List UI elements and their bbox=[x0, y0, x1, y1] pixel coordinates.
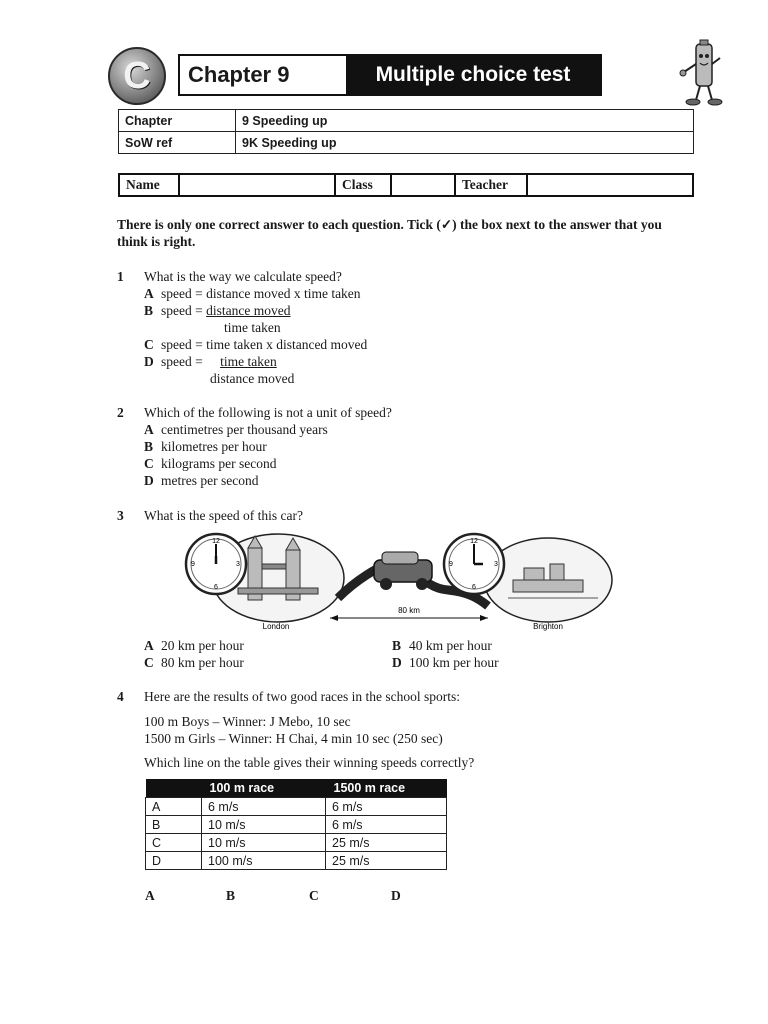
teacher-field[interactable] bbox=[527, 174, 693, 196]
clock-number: 3 bbox=[494, 561, 498, 568]
q1-option-a[interactable]: A speed = distance moved x time taken bbox=[144, 286, 361, 301]
info-label: Chapter bbox=[119, 110, 236, 132]
q3-text: What is the speed of this car? bbox=[144, 508, 303, 523]
q4-text: Which line on the table gives their winning speeds correctly? bbox=[144, 755, 475, 770]
q3-number: 3 bbox=[117, 508, 124, 523]
name-label: Name bbox=[119, 174, 179, 196]
table-row bbox=[146, 816, 447, 834]
table-cell: 100 m/s bbox=[202, 852, 326, 870]
table-header bbox=[146, 779, 202, 798]
q1-b-numerator: distance moved bbox=[206, 303, 291, 318]
clock-number: 6 bbox=[472, 584, 476, 591]
table-cell: D bbox=[146, 852, 202, 870]
table-cell: 10 m/s bbox=[202, 816, 326, 834]
table-cell: 10 m/s bbox=[202, 834, 326, 852]
car-journey-illustration bbox=[178, 528, 618, 636]
q2-option-a[interactable]: A centimetres per thousand years bbox=[144, 422, 328, 437]
speeds-table bbox=[145, 779, 447, 870]
teacher-label: Teacher bbox=[455, 174, 527, 196]
info-value: 9 Speeding up bbox=[236, 110, 694, 132]
table-cell: 6 m/s bbox=[326, 798, 447, 816]
q3-option-a[interactable]: A 20 km per hour bbox=[144, 638, 244, 653]
instructions: There is only one correct answer to each question. Tick (✓) the box next to the answer that you think is right. bbox=[117, 217, 662, 249]
table-header: 1500 m race bbox=[326, 779, 447, 798]
chapter-title: Chapter 9 bbox=[188, 62, 290, 87]
info-row-chapter bbox=[119, 110, 694, 132]
info-label: SoW ref bbox=[119, 132, 236, 154]
table-cell: 6 m/s bbox=[326, 816, 447, 834]
table-cell: C bbox=[146, 834, 202, 852]
q4-answer-c[interactable]: C bbox=[309, 888, 319, 903]
info-row-sow bbox=[119, 132, 694, 154]
q4-result-line-2: 1500 m Girls – Winner: H Chai, 4 min 10 sec (250 sec) bbox=[144, 731, 443, 746]
q3-option-b[interactable]: B 40 km per hour bbox=[392, 638, 492, 653]
clock-number: 3 bbox=[236, 561, 240, 568]
table-cell: 6 m/s bbox=[202, 798, 326, 816]
q4-intro: Here are the results of two good races in the school sports: bbox=[144, 689, 461, 704]
student-details-table bbox=[118, 173, 694, 197]
q1-b-denominator: time taken bbox=[224, 320, 281, 335]
chapter-logo bbox=[108, 47, 166, 105]
table-row bbox=[146, 798, 447, 816]
q4-number: 4 bbox=[117, 689, 124, 704]
q1-number: 1 bbox=[117, 269, 124, 284]
table-row bbox=[146, 852, 447, 870]
q1-option-c[interactable]: C speed = time taken x distanced moved bbox=[144, 337, 368, 352]
london-label: London bbox=[262, 622, 290, 631]
q3-option-d[interactable]: D 100 km per hour bbox=[392, 655, 499, 670]
q1-text: What is the way we calculate speed? bbox=[144, 269, 342, 284]
table-cell: 25 m/s bbox=[326, 834, 447, 852]
q2-option-b[interactable]: B kilometres per hour bbox=[144, 439, 267, 454]
table-row bbox=[146, 834, 447, 852]
q1-d-denominator: distance moved bbox=[210, 371, 295, 386]
q4-result-line-1: 100 m Boys – Winner: J Mebo, 10 sec bbox=[144, 714, 351, 729]
info-value: 9K Speeding up bbox=[236, 132, 694, 154]
car-icon bbox=[374, 552, 432, 590]
table-cell: B bbox=[146, 816, 202, 834]
q1-option-b[interactable]: B speed = distance moved bbox=[144, 303, 291, 318]
table-cell: 25 m/s bbox=[326, 852, 447, 870]
clock-number: 9 bbox=[191, 561, 195, 568]
q1-option-d[interactable]: D speed = time taken bbox=[144, 353, 291, 370]
clock-number: 12 bbox=[470, 538, 478, 545]
q2-option-d[interactable]: D metres per second bbox=[144, 473, 259, 488]
brighton-label: Brighton bbox=[533, 622, 563, 631]
q4-answer-d[interactable]: D bbox=[391, 888, 401, 903]
battery-mascot-icon bbox=[676, 38, 728, 110]
logo-letter: C bbox=[123, 54, 151, 97]
clock-number: 12 bbox=[212, 538, 220, 545]
q2-option-c[interactable]: C kilograms per second bbox=[144, 456, 277, 471]
title-box bbox=[178, 54, 602, 96]
chapter-info-table bbox=[118, 109, 694, 154]
test-title: Multiple choice test bbox=[346, 56, 600, 94]
table-header: 100 m race bbox=[202, 779, 326, 798]
clock-number: 6 bbox=[214, 584, 218, 591]
class-label: Class bbox=[335, 174, 391, 196]
q2-text: Which of the following is not a unit of speed? bbox=[144, 405, 392, 420]
q4-answer-b[interactable]: B bbox=[226, 888, 236, 903]
q3-option-c[interactable]: C 80 km per hour bbox=[144, 655, 244, 670]
name-field[interactable] bbox=[179, 174, 335, 196]
class-field[interactable] bbox=[391, 174, 455, 196]
clock-number: 9 bbox=[449, 561, 453, 568]
q1-d-numerator: time taken bbox=[220, 354, 277, 369]
q2-number: 2 bbox=[117, 405, 124, 420]
distance-label: 80 km bbox=[398, 606, 420, 615]
table-cell: A bbox=[146, 798, 202, 816]
q4-answer-a[interactable]: A bbox=[145, 888, 155, 903]
